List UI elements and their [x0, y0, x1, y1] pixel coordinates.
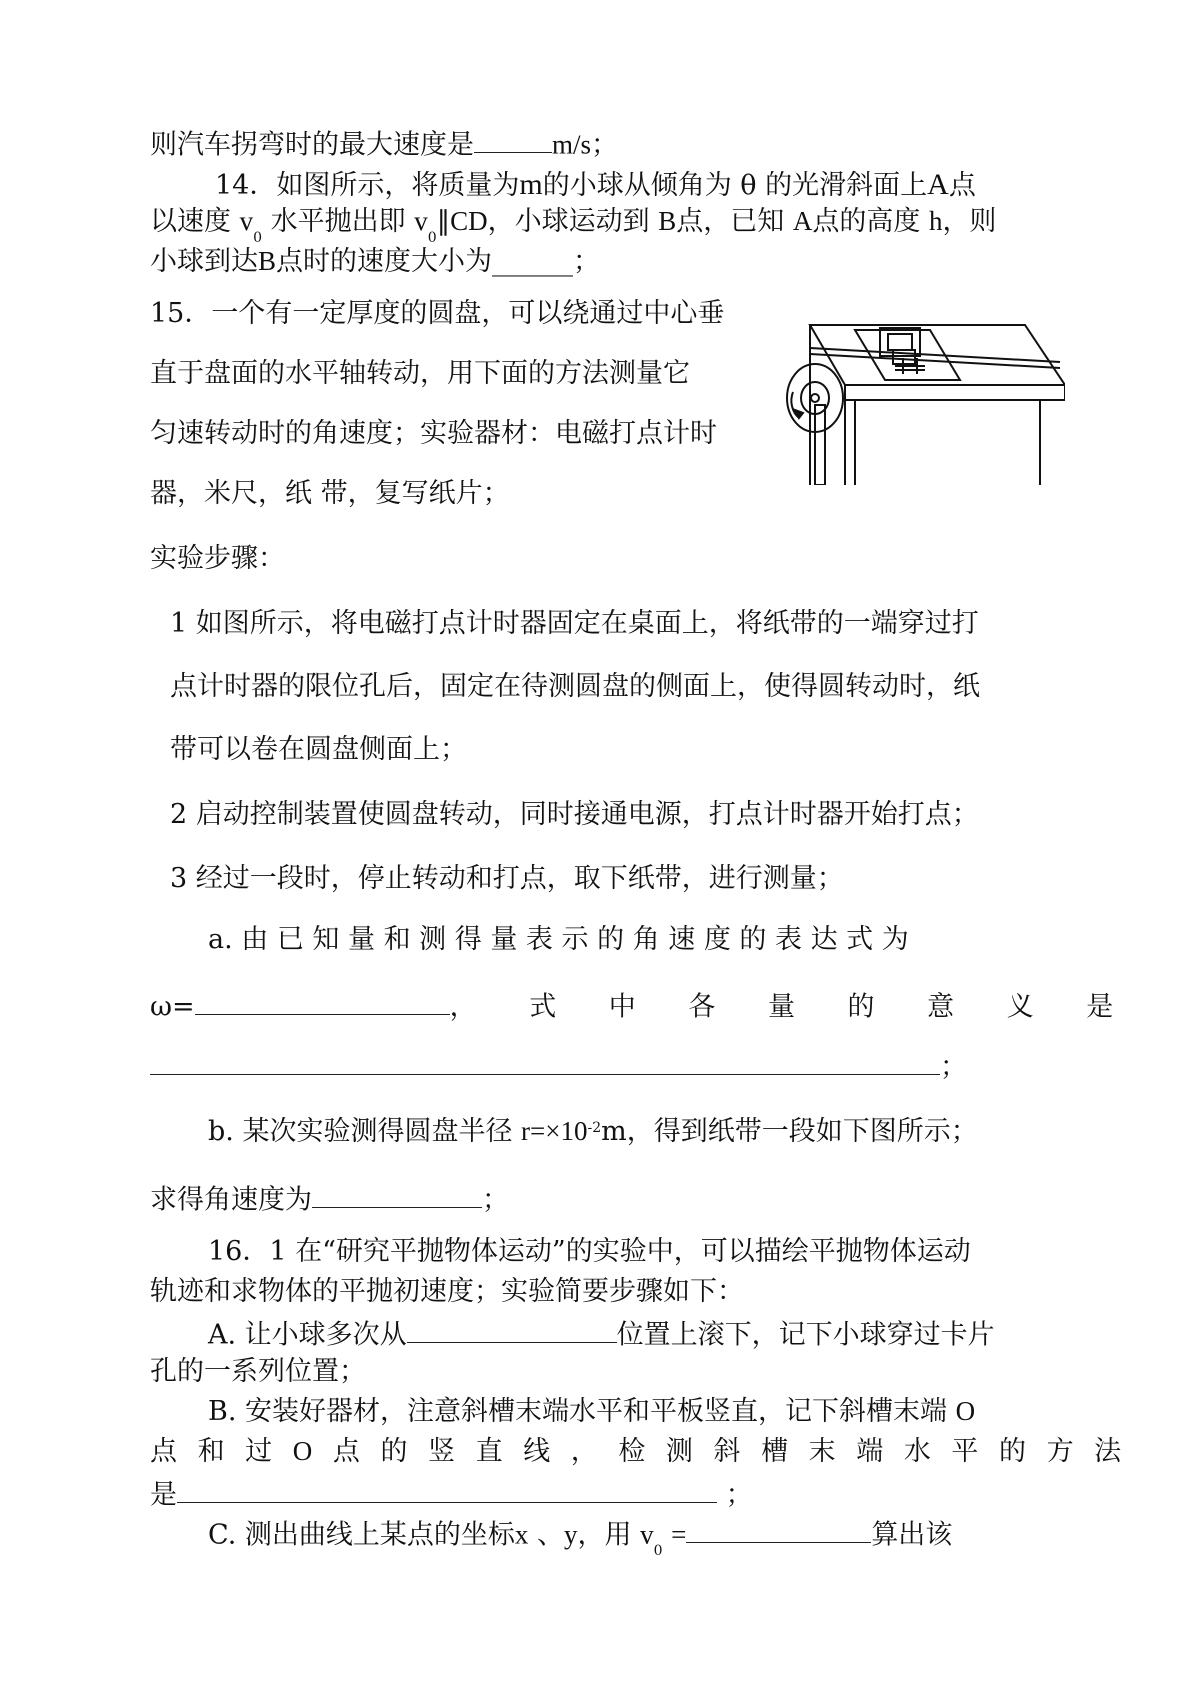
q13-line: 则汽车拐弯时的最大速度是 m/s；: [150, 129, 619, 161]
q15-line-2: 直于盘面的水平轴转动，用下面的方法测量它: [150, 358, 690, 389]
q15-line-1: 15．一个有一定厚度的圆盘，可以绕通过中心垂: [150, 298, 725, 329]
step-2: 2 启动控制装置使圆盘转动，同时接通电源，打点计时器开始打点；: [170, 799, 979, 830]
q15-meaning-line: ；: [150, 1050, 967, 1080]
q14-line-3: 小球到达B点时的速度大小为______；: [150, 246, 601, 277]
q15-b-line: b. 某次实验测得圆盘半径 $r=\times 10^{-2}m$，得到纸带一段如下图所示；: [208, 1116, 978, 1147]
q13-answer-blank[interactable]: [474, 128, 552, 153]
q15-a-line: a. 由 已 知 量 和 测 得 量 表 示 的 角 速 度 的 表 达 式 为: [208, 924, 909, 955]
q16-A-line-1: A. 让小球多次从 位置上滚下，记下小球穿过卡片: [208, 1319, 995, 1351]
q16-B-line-2: 点 和 过 O 点 的 竖 直 线 ， 检 测 斜 槽 末 端 水 平 的 方 法: [150, 1436, 1128, 1467]
q15-b-result: 求得角速度为 ；: [150, 1184, 509, 1216]
angular-velocity-answer-blank[interactable]: [312, 1183, 482, 1208]
q15-line-3: 匀速转动时的角速度；实验器材：电磁打点计时: [150, 418, 717, 449]
steps-label: 实验步骤：: [150, 543, 285, 574]
q15-line-4: 器，米尺，纸 带，复写纸片；: [150, 478, 510, 509]
step-1-line-1: 1 如图所示，将电磁打点计时器固定在桌面上，将纸带的一端穿过打: [170, 608, 979, 639]
q16-B-line-1: B. 安装好器材，注意斜槽末端水平和平板竖直，记下斜槽末端 O: [208, 1396, 976, 1427]
q16-line-1: 16．1 在“研究平抛物体运动”的实验中，可以描绘平抛物体运动: [208, 1236, 971, 1267]
q16-C-line: C. 测出曲线上某点的坐标x 、y，用 $v_0$ = 算出该: [208, 1519, 953, 1560]
q16-B-answer-blank[interactable]: [177, 1478, 717, 1503]
meaning-answer-blank[interactable]: [150, 1050, 940, 1075]
omega-answer-blank[interactable]: [195, 990, 450, 1015]
electromagnetic-timer-disk-apparatus-icon: [785, 310, 1065, 485]
q16-A-line-2: 孔的一系列位置；: [150, 1356, 366, 1387]
q16-C-answer-blank[interactable]: [686, 1518, 871, 1543]
q14-line-1: 14．如图所示，将质量为m的小球从倾角为 θ 的光滑斜面上A点: [215, 168, 976, 201]
q16-A-answer-blank[interactable]: [407, 1318, 617, 1343]
q16-line-2: 轨迹和求物体的平抛初速度；实验简要步骤如下：: [150, 1276, 744, 1307]
q14-line-2: 以速度 $v_0$ 水平抛出即 $v_0\parallel CD$，小球运动到 B点，已知 A点的高度 h，则: [150, 206, 997, 246]
step-3: 3 经过一段时，停止转动和打点，取下纸带，进行测量；: [170, 863, 844, 894]
step-1-line-2: 点计时器的限位孔后，固定在待测圆盘的侧面上，使得圆转动时，纸: [170, 671, 980, 702]
q14-answer-blank[interactable]: ______: [492, 246, 574, 277]
step-1-line-3: 带可以卷在圆盘侧面上；: [170, 734, 467, 765]
q16-B-line-3: 是 ；: [150, 1479, 753, 1511]
q15-omega-line: ω= ， 式 中 各 量 的 意 义 是: [150, 991, 1136, 1023]
